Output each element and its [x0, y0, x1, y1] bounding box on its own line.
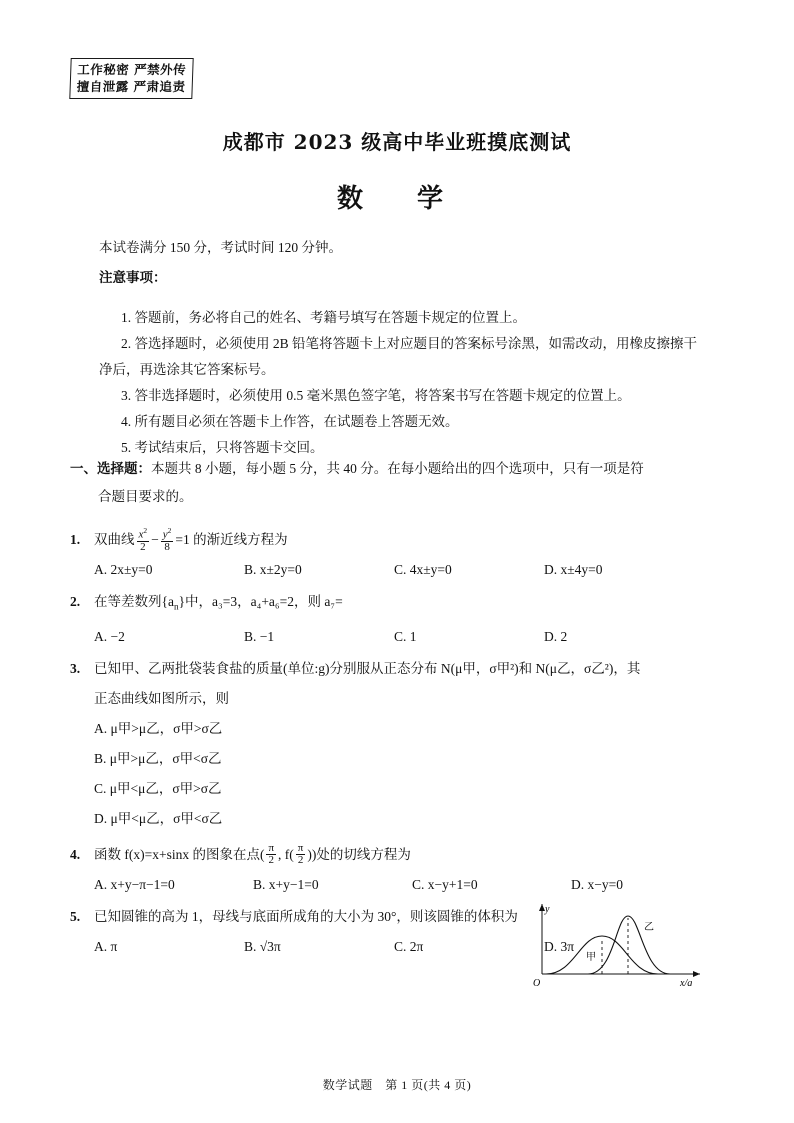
question-1-stem-suffix: =1 的渐近线方程为 [175, 532, 288, 547]
question-3-option-d[interactable]: D. μ甲<μ乙，σ甲<σ乙 [94, 810, 223, 826]
section-text: 本题共 8 小题，每小题 5 分，共 40 分。在每小题给出的四个选项中，只有一项是符 [151, 461, 644, 476]
question-2-option-b[interactable]: B. −1 [244, 628, 275, 644]
figure-x-label: x/g [680, 977, 693, 986]
figure-origin-label: O [533, 977, 541, 986]
question-2-stem [94, 587, 730, 622]
question-4-option-c[interactable]: C. x−y+1=0 [412, 876, 478, 892]
question-5-stem: 已知圆锥的高为 1，母线与底面所成角的大小为 30°，则该圆锥的体积为 [94, 908, 518, 924]
fraction-pi-over-2-a: $\frac{\pi}{2}$ [268, 841, 275, 867]
question-3-stem-line-2: 正态曲线如图所示，则 [94, 690, 229, 706]
question-1-option-a[interactable]: A. 2x±y=0 [94, 562, 153, 577]
score-line: 本试卷满分 150 分，考试时间 120 分钟。 [99, 240, 342, 255]
question-3-options [94, 714, 730, 834]
question-2-option-c[interactable]: C. 1 [394, 628, 417, 644]
question-5-option-a[interactable]: A. π [94, 938, 118, 954]
notice-title: 注意事项： [99, 270, 167, 285]
question-4-number: 4. [70, 846, 81, 862]
question-2-stem-prefix: 在等差数列{a [94, 594, 174, 609]
page-footer: 数学试题 第 1 页(共 4 页) [322, 1078, 472, 1092]
section-text-cont: 合题目要求的。 [98, 489, 193, 504]
question-5-number: 5. [70, 908, 81, 924]
question-5-option-c[interactable]: C. 2π [394, 938, 424, 954]
page-title: 成都市 2023 级高中毕业班摸底测试 [222, 130, 572, 154]
question-5-option-b[interactable]: B. √3π [244, 938, 281, 954]
question-2-option-d[interactable]: D. 2 [544, 628, 568, 644]
question-4-option-b[interactable]: B. x+y−1=0 [253, 876, 319, 892]
question-1-stem: 双曲线 $\frac{x^2}{2}$ − $\frac{y^2}{8}$ =1 的渐近线方程为 [94, 525, 288, 553]
question-3-option-a[interactable]: A. μ甲>μ乙，σ甲>σ乙 [94, 720, 223, 736]
question-1-option-b[interactable]: B. x±2y=0 [244, 562, 302, 577]
section-label: 一、选择题： [70, 461, 151, 476]
question-2-stem-rest: }中，a₃=3，a₄+a₆=2，则 a₇= [178, 594, 343, 609]
fraction-y2-over-8: $\frac{y^2}{8}$ [162, 525, 172, 553]
question-3-stem [94, 654, 730, 714]
question-5 [70, 902, 730, 962]
question-4-stem-suffix: ))处的切线方程为 [307, 846, 411, 862]
question-4-options [94, 870, 730, 900]
question-list [70, 525, 730, 986]
question-4-stem-mid: , f( [278, 846, 294, 862]
question-4-stem-prefix: 函数 f(x)=x+sinx 的图象在点( [94, 846, 265, 862]
question-1-stem-prefix: 双曲线 [94, 532, 135, 547]
question-3-number: 3. [70, 660, 81, 676]
notice-item-4: 4. 所有题目必须在答题卡上作答，在试题卷上答题无效。 [121, 413, 459, 429]
question-4-option-a[interactable]: A. x+y−π−1=0 [94, 876, 175, 892]
secrecy-stamp [69, 58, 193, 99]
notice-item-5: 5. 考试结束后，只将答题卡交回。 [121, 439, 324, 455]
question-1-number: 1. [70, 532, 81, 547]
secrecy-stamp-line-2: 擅自泄露 严肃追责 [76, 79, 186, 94]
fraction-x2-over-2: $\frac{x^2}{2}$ [138, 525, 148, 553]
question-1 [70, 525, 730, 585]
question-5-option-d[interactable]: D. 3π [544, 938, 575, 954]
question-2-options [94, 622, 730, 652]
section-heading [70, 455, 725, 511]
figure-curve-label-1: 甲 [586, 951, 596, 963]
question-2 [70, 587, 730, 652]
notice-item-2: 2. 答选择题时，必须使用 2B 铅笔将答题卡上对应题目的答案标号涂黑，如需改动，用橡皮擦擦干净后，再选涂其它答案标号。 [99, 335, 698, 377]
notice-item-1: 1. 答题前，务必将自己的姓名、考籍号填写在答题卡规定的位置上。 [121, 309, 526, 325]
question-1-options [94, 555, 730, 585]
question-2-stem-sub: n [173, 601, 179, 612]
question-3-option-b[interactable]: B. μ甲>μ乙，σ甲<σ乙 [94, 750, 222, 766]
question-2-option-a[interactable]: A. −2 [94, 628, 125, 644]
question-3-option-c[interactable]: C. μ甲<μ乙，σ甲>σ乙 [94, 780, 222, 796]
question-4 [70, 840, 730, 900]
question-4-option-d[interactable]: D. x−y=0 [571, 876, 623, 892]
question-2-number: 2. [70, 594, 81, 609]
secrecy-stamp-line-1: 工作秘密 严禁外传 [77, 62, 187, 77]
question-5-options [94, 932, 730, 962]
figure-curve-label-2: 乙 [644, 921, 654, 933]
figure-y-label: y [545, 903, 550, 915]
question-1-option-c[interactable]: C. 4x±y=0 [394, 562, 452, 577]
question-3-stem-line-1: 已知甲、乙两批袋装食盐的质量(单位:g)分别服从正态分布 N(μ甲，σ甲²)和 N(μ乙，σ乙²)，其 [94, 660, 641, 676]
fraction-pi-over-2-b: $\frac{\pi}{2}$ [297, 841, 304, 867]
intro-block [99, 235, 699, 461]
question-1-option-d[interactable]: D. x±4y=0 [544, 562, 603, 577]
notice-item-3: 3. 答非选择题时，必须使用 0.5 毫米黑色签字笔，将答案书写在答题卡规定的位置上。 [121, 387, 631, 403]
question-4-stem [94, 840, 730, 870]
subject-title: 数 学 [336, 184, 457, 214]
